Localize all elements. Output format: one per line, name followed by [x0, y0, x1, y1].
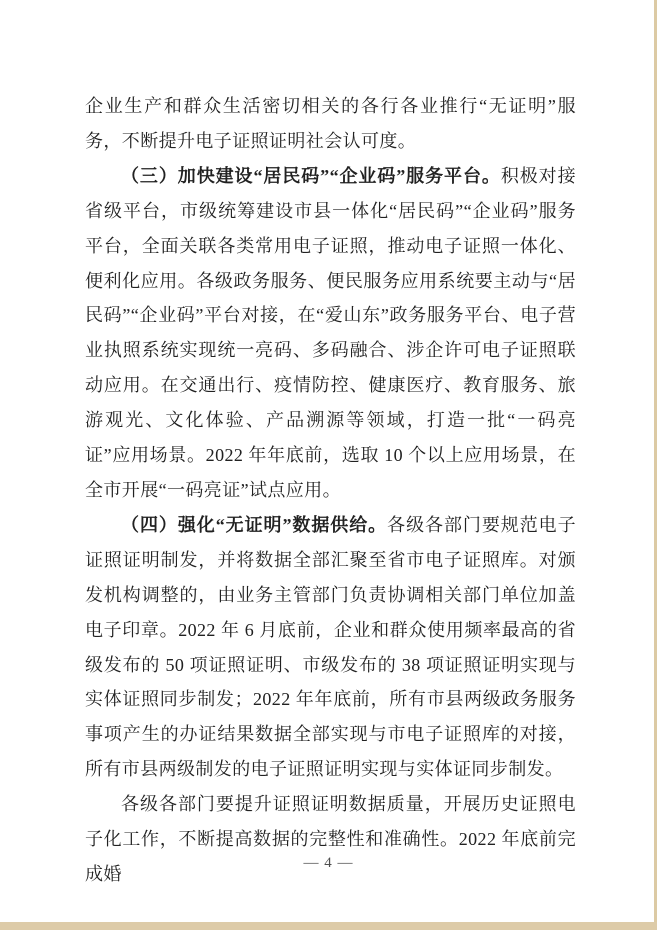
- scan-edge-bottom: [0, 922, 657, 930]
- paragraph-continuation: [85, 89, 576, 159]
- paragraph-section-3: [85, 159, 576, 508]
- page-number: — 4 —: [303, 855, 354, 871]
- paragraph-text: 各级各部门要提升证照证明数据质量，开展历史证照电子化工作，不断提高数据的完整性和准确性。2022 年底前完成婚: [85, 794, 576, 884]
- document-body: [85, 89, 576, 892]
- section-4-heading: （四）强化“无证明”数据供给。: [121, 514, 388, 535]
- paragraph-data-quality: [85, 787, 576, 892]
- paragraph-text: 各级各部门要规范电子证照证明制发，并将数据全部汇聚至省市电子证照库。对颁发机构调整的，由业务主管部门负责协调相关部门单位加盖电子印章。2022 年 6 月底前，企业和群众使用频率最高的省级发布的 50 项证照证明、市级发布的 38 项证照证明实现与实体证照同步制发；2022 年年底前，所有市县两级政务服务事项产生的办证结果数据全部实现与市电子证照库的对接，所有市县两级制发的电子证照证明实现与实体证同步制发。: [85, 514, 576, 780]
- paragraph-text: 积极对接省级平台，市级统筹建设市县一体化“居民码”“企业码”服务平台，全面关联各类常用电子证照，推动电子证照一体化、便利化应用。各级政务服务、便民服务应用系统要主动与“居民码”“企业码”平台对接，在“爱山东”政务服务平台、电子营业执照系统实现统一亮码、多码融合、涉企许可电子证照联动应用。在交通出行、疫情防控、健康医疗、教育服务、旅游观光、文化体验、产品溯源等领域，打造一批“一码亮证”应用场景。2022 年年底前，选取 10 个以上应用场景，在全市开展“一码亮证”试点应用。: [85, 165, 576, 500]
- section-3-heading: （三）加快建设“居民码”“企业码”服务平台。: [121, 165, 501, 186]
- paragraph-section-4: [85, 508, 576, 787]
- paragraph-text: 企业生产和群众生活密切相关的各行各业推行“无证明”服务，不断提升电子证照证明社会认可度。: [85, 96, 576, 151]
